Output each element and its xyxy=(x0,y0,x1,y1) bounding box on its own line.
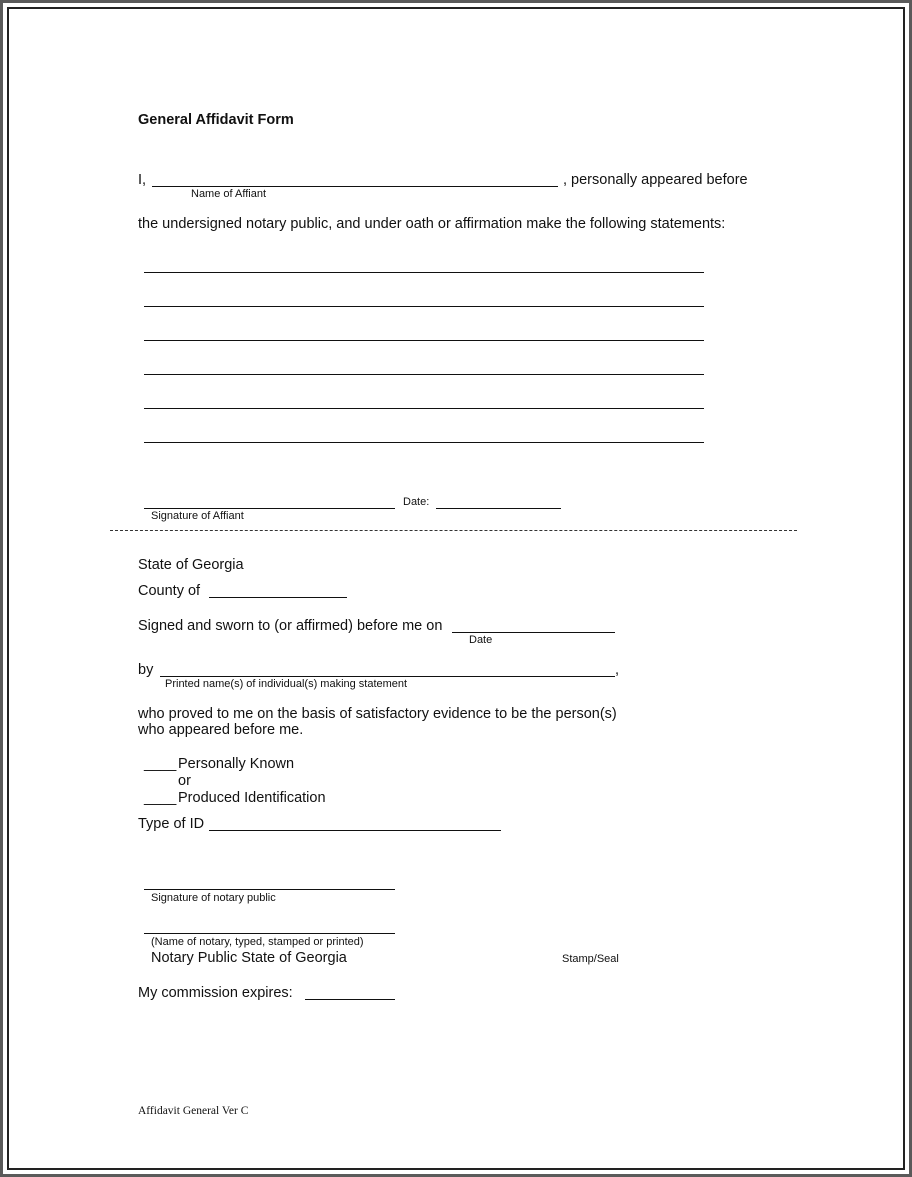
sworn-date-field[interactable] xyxy=(452,632,615,633)
personally-known-blank[interactable]: ____ xyxy=(144,756,177,772)
produced-id-blank[interactable]: ____ xyxy=(144,790,177,806)
statement-line[interactable] xyxy=(144,272,704,273)
intro-prefix: I, xyxy=(138,172,147,188)
statement-line[interactable] xyxy=(144,306,704,307)
affiant-signature-field[interactable] xyxy=(144,508,395,509)
evidence-line-1: who proved to me on the basis of satisfactory evidence to be the person(s) xyxy=(138,706,617,722)
county-label: County of xyxy=(138,583,201,599)
footer-version: Affidavit General Ver C xyxy=(138,1105,249,1117)
stamp-seal-label: Stamp/Seal xyxy=(562,953,619,965)
form-title: General Affidavit Form xyxy=(138,112,294,128)
commission-date-field[interactable] xyxy=(305,999,395,1000)
printed-name-field[interactable] xyxy=(160,676,615,677)
notary-title: Notary Public State of Georgia xyxy=(151,950,347,966)
intro-suffix: , personally appeared before xyxy=(563,172,748,188)
affiant-name-field[interactable] xyxy=(152,186,558,187)
statement-line[interactable] xyxy=(144,442,704,443)
personally-known-label: Personally Known xyxy=(178,756,295,772)
statement-line[interactable] xyxy=(144,374,704,375)
commission-label: My commission expires: xyxy=(138,985,293,1001)
date-label: Date: xyxy=(403,496,430,508)
notary-name-field[interactable] xyxy=(144,933,395,934)
notary-signature-caption: Signature of notary public xyxy=(151,892,276,904)
statement-line[interactable] xyxy=(144,408,704,409)
sworn-date-caption: Date xyxy=(469,634,493,646)
printed-name-caption: Printed name(s) of individual(s) making statement xyxy=(165,678,408,690)
sworn-text: Signed and sworn to (or affirmed) before me on xyxy=(138,618,443,634)
notary-name-caption: (Name of notary, typed, stamped or printed) xyxy=(151,936,364,948)
statement-line[interactable] xyxy=(144,340,704,341)
affiant-date-field[interactable] xyxy=(436,508,561,509)
notary-signature-field[interactable] xyxy=(144,889,395,890)
produced-id-label: Produced Identification xyxy=(178,790,326,806)
affiant-name-caption: Name of Affiant xyxy=(191,188,267,200)
section-divider xyxy=(110,530,797,531)
state-label: State of Georgia xyxy=(138,557,244,573)
oath-text: the undersigned notary public, and under oath or affirmation make the following statements: xyxy=(138,216,726,232)
county-field[interactable] xyxy=(209,597,347,598)
or-label: or xyxy=(178,773,191,789)
affiant-signature-caption: Signature of Affiant xyxy=(151,510,244,522)
type-of-id-field[interactable] xyxy=(209,830,501,831)
by-label: by xyxy=(138,662,154,678)
by-comma: , xyxy=(615,662,620,678)
evidence-line-2: who appeared before me. xyxy=(138,722,304,738)
type-of-id-label: Type of ID xyxy=(138,816,205,832)
